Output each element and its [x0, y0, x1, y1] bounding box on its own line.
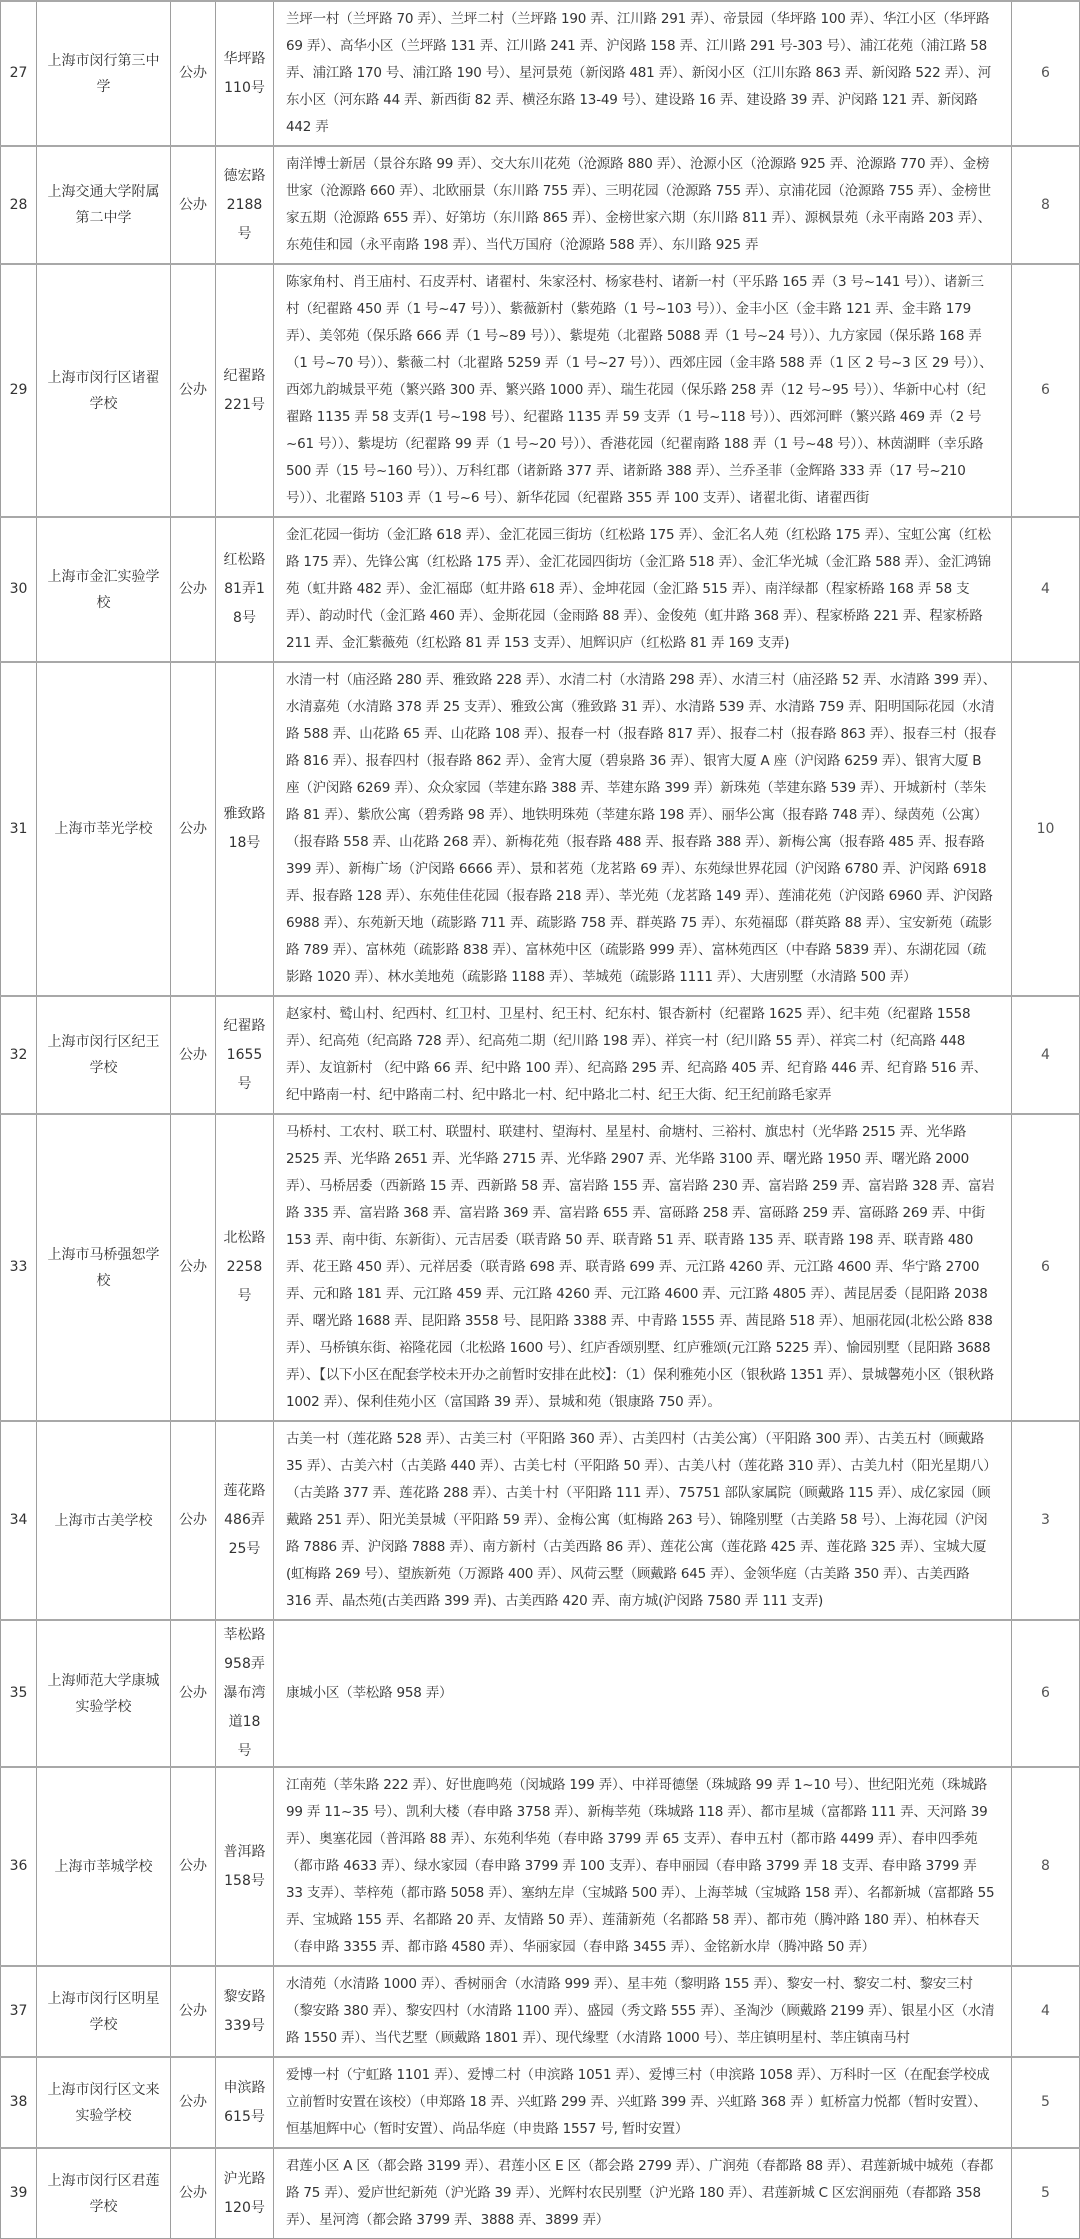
school-name: 上海市古美学校	[37, 1421, 171, 1620]
school-type: 公办	[171, 996, 216, 1114]
school-name: 上海市闵行区诸翟学校	[37, 264, 171, 517]
class-count: 4	[1012, 996, 1080, 1114]
school-address: 普洱路158号	[216, 1767, 274, 1966]
school-address: 纪翟路1655号	[216, 996, 274, 1114]
school-address: 华坪路110号	[216, 1, 274, 146]
class-count: 3	[1012, 1421, 1080, 1620]
school-name: 上海市闵行第三中学	[37, 1, 171, 146]
enrollment-area: 君莲小区 A 区（都会路 3199 弄）、君莲小区 E 区（都会路 2799 弄）、广润苑（春都路 88 弄）、君莲新城中城苑（春都路 75 弄）、爱庐世纪新苑（沪光路 39 弄）、光辉村农民别墅（沪光路 180 弄）、君莲新城 C 区宏润丽苑（春都路 358 弄）、星河湾（都会路 3799 弄、3888 弄、3899 弄）	[274, 2148, 1012, 2239]
table-row	[1, 2148, 1080, 2239]
class-count: 4	[1012, 1966, 1080, 2057]
table-row	[1, 1620, 1080, 1767]
school-type: 公办	[171, 1620, 216, 1767]
class-count: 4	[1012, 517, 1080, 662]
row-number: 33	[1, 1114, 37, 1421]
school-type: 公办	[171, 146, 216, 264]
table-row	[1, 517, 1080, 662]
row-number: 32	[1, 996, 37, 1114]
row-number: 39	[1, 2148, 37, 2239]
school-name: 上海市马桥强恕学校	[37, 1114, 171, 1421]
table-row	[1, 264, 1080, 517]
row-number: 30	[1, 517, 37, 662]
school-type: 公办	[171, 1966, 216, 2057]
school-type: 公办	[171, 264, 216, 517]
enrollment-area: 古美一村（莲花路 528 弄）、古美三村（平阳路 360 弄）、古美四村（古美公寓）（平阳路 300 弄）、古美五村（顾戴路 35 弄）、古美六村（古美路 440 弄）、古美七村（平阳路 50 弄）、古美八村（莲花路 310 弄）、古美九村（阳光星期八）（古美路 377 弄、莲花路 288 弄）、古美十村（平阳路 111 弄）、75751 部队家属院（顾戴路 115 弄）、成亿家园（顾戴路 251 弄）、阳光美景城（平阳路 59 弄）、金梅公寓（虹梅路 263 号）、锦隆别墅（古美路 58 号）、上海花园（沪闵路 7886 弄、沪闵路 7888 弄）、南方新村（古美西路 86 弄）、莲花公寓（莲花路 425 弄、莲花路 325 弄）、宝城大厦(虹梅路 269 号）、望族新苑（万源路 400 弄）、风荷云墅（顾戴路 645 弄）、金领华庭（古美路 350 弄）、古美西路 316 弄、晶杰苑(古美西路 399 弄)、古美西路 420 弄、南方城(沪闵路 7580 弄 111 支弄)	[274, 1421, 1012, 1620]
table-row	[1, 1114, 1080, 1421]
class-count: 8	[1012, 146, 1080, 264]
school-type: 公办	[171, 662, 216, 996]
row-number: 38	[1, 2057, 37, 2148]
school-address: 德宏路2188号	[216, 146, 274, 264]
school-name: 上海市莘光学校	[37, 662, 171, 996]
table-row	[1, 662, 1080, 996]
school-address: 北松路2258号	[216, 1114, 274, 1421]
enrollment-area: 爱博一村（宁虹路 1101 弄）、爱博二村（申滨路 1051 弄）、爱博三村（申滨路 1058 弄）、万科时一区（在配套学校成立前暂时安置在该校）（申郑路 18 弄、兴虹路 299 弄、兴虹路 399 弄、兴虹路 368 弄 ）虹桥富力悦都（暂时安置）、恒基旭辉中心（暂时安置）、尚品华庭（申贵路 1557 号, 暂时安置）	[274, 2057, 1012, 2148]
enrollment-area: 马桥村、工农村、联工村、联盟村、联建村、望海村、星星村、俞塘村、三裕村、旗忠村（光华路 2515 弄、光华路 2525 弄、光华路 2651 弄、光华路 2715 弄、光华路 2907 弄、光华路 3100 弄、曙光路 1950 弄、曙光路 2000 弄）、马桥居委（西新路 15 弄、西新路 58 弄、富岩路 155 弄、富岩路 230 弄、富岩路 259 弄、富岩路 328 弄、富岩路 335 弄、富岩路 368 弄、富岩路 369 弄、富岩路 655 弄、富砾路 258 弄、富砾路 259 弄、富砾路 269 弄、中街 153 弄、南中街、东新街）、元吉居委（联青路 50 弄、联青路 51 弄、联青路 135 弄、联青路 198 弄、联青路 480 弄、花王路 450 弄）、元祥居委（联青路 698 弄、联青路 699 弄、元江路 4260 弄、元江路 4600 弄、华宁路 2700 弄、元和路 181 弄、元江路 459 弄、元江路 4260 弄、元江路 4600 弄、元江路 4805 弄）、茜昆居委（昆阳路 2038 弄、曙光路 1688 弄、昆阳路 3558 号、昆阳路 3388 弄、中青路 1555 弄、茜昆路 518 弄）、旭丽花园(北松公路 838 弄）、马桥镇东街、裕隆花园（北松路 1600 号）、红庐香颂别墅、红庐雅颂(元江路 5225 弄）、愉园别墅（昆阳路 3688 弄）、【以下小区在配套学校未开办之前暂时安排在此校】：（1）保利雅苑小区（银秋路 1351 弄）、景城馨苑小区（银秋路 1002 弄）、保利佳苑小区（富国路 39 弄）、景城和苑（银康路 750 弄）。	[274, 1114, 1012, 1421]
table-row	[1, 2057, 1080, 2148]
table-row	[1, 146, 1080, 264]
row-number: 36	[1, 1767, 37, 1966]
class-count: 6	[1012, 1114, 1080, 1421]
table-row	[1, 1, 1080, 146]
table-row	[1, 1767, 1080, 1966]
school-address: 莲花路486弄25号	[216, 1421, 274, 1620]
school-type: 公办	[171, 2148, 216, 2239]
class-count: 6	[1012, 1620, 1080, 1767]
row-number: 37	[1, 1966, 37, 2057]
class-count: 10	[1012, 662, 1080, 996]
enrollment-area: 水清苑（水清路 1000 弄）、香树丽舍（水清路 999 弄）、星丰苑（黎明路 155 弄）、黎安一村、黎安二村、黎安三村（黎安路 380 弄）、黎安四村（水清路 1100 弄）、盛园（秀文路 555 弄）、圣淘沙（顾戴路 2199 弄）、银星小区（水清路 1550 弄）、当代艺墅（顾戴路 1801 弄）、现代缘墅（水清路 1000 号）、莘庄镇明星村、莘庄镇南马村	[274, 1966, 1012, 2057]
row-number: 31	[1, 662, 37, 996]
school-name: 上海市闵行区文来实验学校	[37, 2057, 171, 2148]
enrollment-area: 南洋博士新居（景谷东路 99 弄）、交大东川花苑（沧源路 880 弄）、沧源小区（沧源路 925 弄、沧源路 770 弄）、金榜世家（沧源路 660 弄）、北欧丽景（东川路 755 弄）、三明花园（沧源路 755 弄）、京浦花园（沧源路 755 弄）、金榜世家五期（沧源路 655 弄）、好第坊（东川路 865 弄）、金榜世家六期（东川路 811 弄）、源枫景苑（永平南路 203 弄）、东苑佳和园（永平南路 198 弄）、当代万国府（沧源路 588 弄）、东川路 925 弄	[274, 146, 1012, 264]
school-name: 上海市金汇实验学校	[37, 517, 171, 662]
school-type: 公办	[171, 1767, 216, 1966]
school-address: 沪光路120号	[216, 2148, 274, 2239]
enrollment-area: 水清一村（庙泾路 280 弄、雅致路 228 弄）、水清二村（水清路 298 弄）、水清三村（庙泾路 52 弄、水清路 399 弄）、水清嘉苑（水清路 378 弄 25 支弄）、雅致公寓（雅致路 31 弄）、水清路 539 弄、水清路 759 弄、阳明国际花园（水清路 588 弄、山花路 65 弄、山花路 108 弄）、报春一村（报春路 817 弄）、报春二村（报春路 863 弄）、报春三村（报春路 816 弄）、报春四村（报春路 862 弄）、金宵大厦（碧泉路 36 弄）、银宵大厦 A 座（沪闵路 6259 弄）、银宵大厦 B 座（沪闵路 6269 弄）、众众家园（莘建东路 388 弄、莘建东路 399 弄）新珠苑（莘建东路 539 弄）、开城新村（莘朱路 81 弄）、紫欣公寓（碧秀路 98 弄）、地铁明珠苑（莘建东路 198 弄）、丽华公寓（报春路 748 弄）、绿茵苑（公寓）（报春路 558 弄、山花路 268 弄）、新梅花苑（报春路 488 弄、报春路 388 弄）、新梅公寓（报春路 485 弄、报春路 399 弄）、新梅广场（沪闵路 6666 弄）、景和茗苑（龙茗路 69 弄）、东苑绿世界花园（沪闵路 6780 弄、沪闵路 6918 弄、报春路 128 弄）、东苑佳佳花园（报春路 218 弄）、莘光苑（龙茗路 149 弄）、莲浦花苑（沪闵路 6960 弄、沪闵路 6988 弄）、东苑新天地（疏影路 711 弄、疏影路 758 弄、群英路 75 弄）、东苑福邸（群英路 88 弄）、宝安新苑（疏影路 789 弄）、富林苑（疏影路 838 弄）、富林苑中区（疏影路 999 弄）、富林苑西区（中春路 5839 弄）、东湖花园（疏影路 1020 弄）、林水美地苑（疏影路 1188 弄）、莘城苑（疏影路 1111 弄）、大唐别墅（水清路 500 弄）	[274, 662, 1012, 996]
enrollment-area: 金汇花园一街坊（金汇路 618 弄）、金汇花园三街坊（红松路 175 弄）、金汇名人苑（红松路 175 弄）、宝虹公寓（红松路 175 弄）、先锋公寓（红松路 175 弄）、金汇花园四街坊（金汇路 518 弄）、金汇华光城（金汇路 588 弄）、金汇鸿锦苑（虹井路 482 弄）、金汇福邸（虹井路 618 弄）、金坤花园（金汇路 515 弄）、南洋绿都（程家桥路 168 弄 58 支弄）、韵动时代（金汇路 460 弄）、金斯花园（金雨路 88 弄）、金俊苑（虹井路 368 弄）、程家桥路 221 弄、程家桥路 211 弄、金汇紫薇苑（红松路 81 弄 153 支弄）、旭辉识庐（红松路 81 弄 169 支弄)	[274, 517, 1012, 662]
school-address: 黎安路339号	[216, 1966, 274, 2057]
school-address: 红松路81弄18号	[216, 517, 274, 662]
table-row	[1, 1966, 1080, 2057]
row-number: 29	[1, 264, 37, 517]
class-count: 6	[1012, 264, 1080, 517]
school-type: 公办	[171, 1114, 216, 1421]
table-row	[1, 996, 1080, 1114]
school-type: 公办	[171, 517, 216, 662]
school-name: 上海交通大学附属第二中学	[37, 146, 171, 264]
school-address: 莘松路958弄瀑布湾道18号	[216, 1620, 274, 1767]
enrollment-area: 兰坪一村（兰坪路 70 弄）、兰坪二村（兰坪路 190 弄、江川路 291 弄）、帝景园（华坪路 100 弄）、华江小区（华坪路 69 弄）、高华小区（兰坪路 131 弄、江川路 241 弄、沪闵路 158 弄、江川路 291 号-303 号）、浦江花苑（浦江路 58 弄、浦江路 170 号、浦江路 190 号）、星河景苑（新闵路 481 弄）、新闵小区（江川东路 863 弄、新闵路 522 弄）、河东小区（河东路 44 弄、新西街 82 弄、横泾东路 13-49 号）、建设路 16 弄、建设路 39 弄、沪闵路 121 弄、新闵路 442 弄	[274, 1, 1012, 146]
enrollment-area: 江南苑（莘朱路 222 弄）、好世鹿鸣苑（闵城路 199 弄）、中祥哥德堡（珠城路 99 弄 1~10 号）、世纪阳光苑（珠城路 99 弄 11~35 号）、凯利大楼（春申路 3758 弄）、新梅莘苑（珠城路 118 弄）、都市星城（富都路 111 弄、天河路 39 弄）、奥塞花园（普洱路 88 弄）、东苑利华苑（春申路 3799 弄 65 支弄）、春申五村（都市路 4499 弄）、春申四季苑（都市路 4633 弄）、绿水家园（春申路 3799 弄 100 支弄）、春申丽园（春申路 3799 弄 18 支弄、春申路 3799 弄 33 支弄）、莘梓苑（都市路 5058 弄）、塞纳左岸（宝城路 500 弄）、上海莘城（宝城路 158 弄）、名都新城（富都路 55 弄、宝城路 155 弄、名都路 20 弄、友情路 50 弄）、莲蒲新苑（名都路 58 弄）、都市苑（腾冲路 180 弄）、柏林春天（春申路 3355 弄、都市路 4580 弄）、华丽家园（春申路 3455 弄）、金铭新水岸（腾冲路 50 弄）	[274, 1767, 1012, 1966]
school-type: 公办	[171, 1421, 216, 1620]
enrollment-area: 康城小区（莘松路 958 弄）	[274, 1620, 1012, 1767]
enrollment-area: 赵家村、鹫山村、纪西村、红卫村、卫星村、纪王村、纪东村、银杏新村（纪翟路 1625 弄）、纪丰苑（纪翟路 1558 弄）、纪高苑（纪高路 728 弄）、纪高苑二期（纪川路 198 弄）、祥宾一村（纪川路 55 弄）、祥宾二村（纪高路 448 弄）、友谊新村 （纪中路 66 弄、纪中路 100 弄）、纪高路 295 弄、纪高路 405 弄、纪育路 446 弄、纪育路 516 弄、纪中路南一村、纪中路南二村、纪中路北一村、纪中路北二村、纪王大街、纪王纪前路毛家弄	[274, 996, 1012, 1114]
class-count: 5	[1012, 2148, 1080, 2239]
school-name: 上海市闵行区明星学校	[37, 1966, 171, 2057]
row-number: 27	[1, 1, 37, 146]
school-type: 公办	[171, 1, 216, 146]
row-number: 35	[1, 1620, 37, 1767]
school-name: 上海师范大学康城实验学校	[37, 1620, 171, 1767]
class-count: 6	[1012, 1, 1080, 146]
school-name: 上海市闵行区纪王学校	[37, 996, 171, 1114]
class-count: 8	[1012, 1767, 1080, 1966]
enrollment-area: 陈家角村、肖王庙村、石皮弄村、诸翟村、朱家泾村、杨家巷村、诸新一村（平乐路 165 弄（3 号~141 号））、诸新三村（纪翟路 450 弄（1 号~47 号））、紫薇新村（紫苑路（1 号~103 号））、金丰小区（金丰路 121 弄、金丰路 179 弄）、美邻苑（保乐路 666 弄（1 号~89 号））、紫堤苑（北翟路 5088 弄（1 号~24 号））、九方家园（保乐路 168 弄（1 号~70 号））、紫薇二村（北翟路 5259 弄（1 号~27 号））、西郊庄园（金丰路 588 弄（1 区 2 号~3 区 29 号））、西郊九韵城景平苑（繁兴路 300 弄、繁兴路 1000 弄）、瑞生花园（保乐路 258 弄（12 号~95 号））、华新中心村（纪翟路 1135 弄 58 支弄(1 号~198 号）、纪翟路 1135 弄 59 支弄（1 号~118 号））、西郊河畔（繁兴路 469 弄（2 号~61 号））、紫堤坊（纪翟路 99 弄（1 号~20 号））、香港花园（纪翟南路 188 弄（1 号~48 号））、林茵湖畔（幸乐路 500 弄（15 号~160 号））、万科红郡（诸新路 377 弄、诸新路 388 弄）、兰乔圣菲（金辉路 333 弄（17 号~210 号））、北翟路 5103 弄（1 号~6 号）、新华花园（纪翟路 355 弄 100 支弄）、诸翟北街、诸翟西街	[274, 264, 1012, 517]
table-row	[1, 1421, 1080, 1620]
school-name: 上海市闵行区君莲学校	[37, 2148, 171, 2239]
class-count: 5	[1012, 2057, 1080, 2148]
school-address: 申滨路615号	[216, 2057, 274, 2148]
row-number: 34	[1, 1421, 37, 1620]
school-address: 纪翟路221号	[216, 264, 274, 517]
row-number: 28	[1, 146, 37, 264]
school-name: 上海市莘城学校	[37, 1767, 171, 1966]
school-address: 雅致路18号	[216, 662, 274, 996]
school-type: 公办	[171, 2057, 216, 2148]
